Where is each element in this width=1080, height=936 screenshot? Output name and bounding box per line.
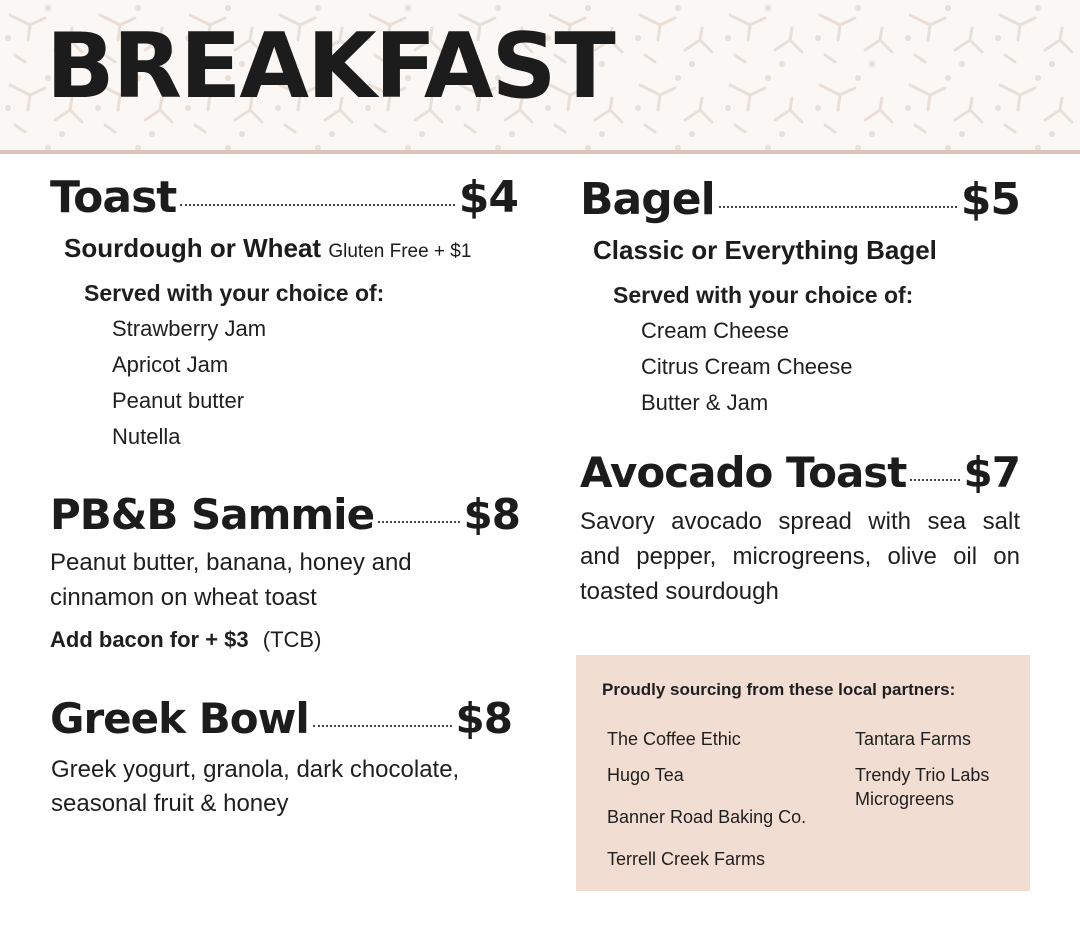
pbb-price: $8	[463, 490, 520, 539]
leader-dots	[180, 204, 454, 206]
partner-name: Microgreens	[855, 789, 955, 809]
leader-dots	[910, 479, 959, 481]
greek-name: Greek Bowl	[50, 694, 309, 743]
greek-desc-line: Greek yogurt, granola, dark chocolate,	[51, 756, 460, 783]
toast-bread: Sourdough or Wheat	[64, 233, 322, 263]
leader-dots	[313, 725, 452, 727]
pbb-add-bacon	[50, 627, 321, 653]
toast-price: $4	[458, 172, 518, 223]
toast-option: Peanut butter	[112, 388, 245, 413]
pbb-desc-line: cinnamon on wheat toast	[50, 584, 317, 611]
bagel-option: Citrus Cream Cheese	[641, 354, 853, 379]
partner-name: Hugo Tea	[607, 765, 684, 785]
bagel-option: Butter & Jam	[641, 390, 769, 415]
pbb-desc-line: Peanut butter, banana, honey and	[50, 549, 412, 576]
avocado-price: $7	[963, 448, 1020, 497]
pbb-description	[50, 545, 470, 615]
leader-dots	[378, 521, 459, 523]
partner-name: The Coffee Ethic	[607, 729, 741, 749]
bagel-variety: Classic or Everything Bagel	[593, 235, 937, 265]
toast-option: Strawberry Jam	[112, 316, 267, 341]
bagel-price: $5	[960, 174, 1020, 225]
avocado-heading	[580, 448, 1020, 497]
avocado-desc-line: toasted sourdough	[580, 578, 779, 605]
greek-desc-line: seasonal fruit & honey	[51, 790, 289, 817]
avocado-name: Avocado Toast	[580, 448, 907, 497]
leader-dots	[719, 206, 957, 208]
partner-name: Trendy Trio Labs	[855, 765, 990, 785]
partner-name: Tantara Farms	[855, 729, 972, 749]
toast-option: Nutella	[112, 424, 181, 449]
bagel-heading	[580, 174, 1020, 225]
toast-heading	[50, 172, 518, 223]
add-bacon-note: (TCB)	[262, 627, 322, 652]
bagel-name: Bagel	[580, 174, 715, 225]
greek-description	[51, 753, 521, 821]
pbb-name: PB&B Sammie	[50, 490, 375, 539]
partners-title: Proudly sourcing from these local partners:	[602, 680, 956, 699]
page-title: BREAKFAST	[46, 14, 614, 119]
partner-name: Terrell Creek Farms	[607, 849, 766, 869]
greek-heading	[50, 694, 512, 743]
toast-name: Toast	[50, 172, 177, 223]
header-banner	[0, 0, 1080, 154]
greek-price: $8	[455, 694, 512, 743]
add-bacon-label: Add bacon for + $3	[50, 627, 249, 652]
toast-option: Apricot Jam	[112, 352, 229, 377]
toast-bread-options	[64, 233, 471, 264]
avocado-description	[580, 504, 1020, 609]
pbb-heading	[50, 490, 520, 539]
avocado-desc-line: and pepper, microgreens, olive oil on	[580, 543, 1020, 570]
toast-choice-label: Served with your choice of:	[84, 280, 385, 306]
avocado-desc-line: Savory avocado spread with sea salt	[580, 508, 1020, 535]
local-partners-box	[576, 655, 1030, 891]
partner-name: Banner Road Baking Co.	[607, 807, 807, 827]
bagel-option: Cream Cheese	[641, 318, 789, 343]
bagel-choice-label: Served with your choice of:	[613, 282, 914, 308]
toast-gluten-free: Gluten Free + $1	[328, 241, 472, 262]
